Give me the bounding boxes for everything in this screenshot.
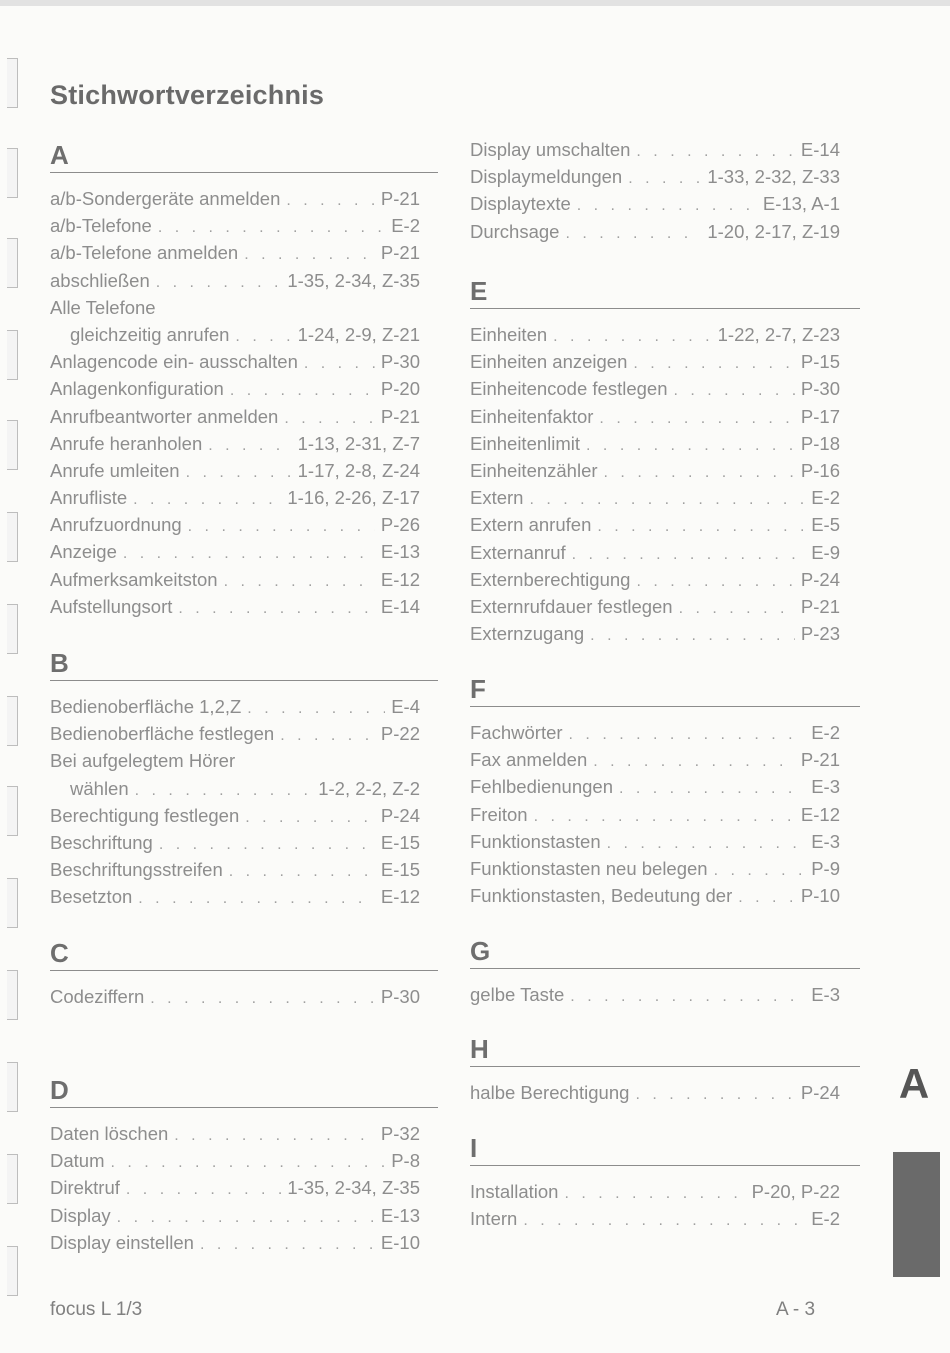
dot-leader [126,1176,281,1203]
entry-page-ref: 1-2, 2-2, Z-2 [318,777,420,799]
index-entry [50,566,420,593]
entry-page-ref: P-18 [800,432,840,454]
index-entry [470,1079,840,1106]
entry-term: Anrufe heranholen [50,432,203,454]
entry-term: Einheiten [470,324,548,345]
section-letter: H [470,1034,489,1064]
index-entry [470,163,840,190]
dot-leader [208,432,291,459]
section-rule [50,680,438,681]
index-entry [470,828,840,855]
entry-page-ref: E-2 [391,215,420,237]
entry-page-ref: P-15 [800,351,840,373]
entry-term: halbe Berechtigung [470,1082,630,1103]
section-rule [50,1107,438,1108]
index-entry [50,829,420,856]
binding-tab [7,604,18,654]
entry-term: Daten löschen [50,1123,169,1144]
dot-leader [534,803,795,830]
index-entry [50,720,420,747]
index-entry [470,773,840,800]
index-entry [50,239,420,266]
dot-leader [673,377,794,404]
entry-term: Installation [470,1181,559,1202]
section-a [50,138,438,620]
index-entry [50,538,420,565]
dot-leader [174,1122,375,1149]
entry-page-ref: E-15 [380,831,420,853]
dot-leader [133,486,281,513]
entry-term: Funktionstasten, Bedeutung der [470,885,733,907]
entry-term: Anrufliste [50,487,128,509]
entry-page-ref: P-8 [391,1150,420,1172]
index-entry [50,294,420,321]
dot-leader [111,1149,386,1176]
dot-leader [738,884,795,911]
index-entry [470,190,840,217]
section-i [470,1131,860,1232]
entry-list [50,1120,420,1256]
entry-page-ref: E-12 [380,886,420,908]
entry-page-ref: 1-35, 2-34, Z-35 [287,269,420,291]
entry-term: Anzeige [50,541,117,563]
section-h [470,1032,860,1106]
index-entry [50,1147,420,1174]
index-entry [470,746,840,773]
index-entry [470,218,840,245]
entry-term: Codeziffern [50,986,145,1007]
binding-tab [7,512,18,562]
index-entry [50,348,420,375]
entry-term: Intern [470,1208,518,1230]
entry-term: Externzugang [470,623,585,645]
section-letter: A [50,140,69,170]
dot-leader [628,165,701,192]
entry-page-ref: P-20, P-22 [751,1181,840,1202]
binding-tab [7,1246,18,1296]
dot-leader [158,214,385,241]
entry-page-ref: P-9 [811,857,840,879]
entry-term: Funktionstasten neu belegen [470,857,708,879]
entry-page-ref: E-15 [380,859,420,881]
entry-term: Alle Telefone [50,296,156,318]
entry-term: Display [50,1204,111,1226]
dot-leader [200,1231,375,1258]
index-entry [470,566,840,593]
index-entry [50,775,420,802]
chapter-thumb-index [893,1152,940,1277]
dot-leader [619,775,805,802]
section-letter: G [470,936,491,966]
index-entry [470,136,840,163]
section-rule [50,172,438,173]
entry-term: Funktionstasten [470,830,601,852]
dot-leader [235,323,291,350]
entry-term: Externberechtigung [470,568,631,590]
entry-term: Besetzton [50,886,133,908]
index-entry [50,802,420,829]
index-entry [50,185,420,212]
entry-page-ref: E-14 [800,139,840,160]
entry-page-ref: E-13 [380,541,420,563]
entry-term: Display einstellen [50,1231,194,1253]
index-entry [470,1178,840,1205]
binding-tab [7,786,18,836]
entry-list [470,719,840,909]
entry-page-ref: 1-13, 2-31, Z-7 [297,432,420,454]
entry-term: Berechtigung festlegen [50,804,240,826]
index-entry [470,348,840,375]
index-entry [50,983,420,1010]
dot-leader [523,1207,805,1234]
index-entry [470,511,840,538]
entry-page-ref: 1-22, 2-7, Z-23 [717,324,840,345]
binding-tab [7,148,18,198]
binding-tab [7,420,18,470]
entry-page-ref: E-2 [811,1208,840,1230]
dot-leader [636,138,795,165]
index-entry [470,1205,840,1232]
entry-term: Display umschalten [470,139,631,160]
entry-list [470,136,840,245]
section-c [50,936,438,1010]
entry-term: Extern [470,487,524,509]
entry-list [470,1178,840,1232]
dot-leader [553,323,711,350]
dot-leader [529,486,805,513]
entry-list [470,1079,840,1106]
entry-page-ref: E-3 [811,830,840,852]
entry-term: Extern anrufen [470,514,592,536]
entry-term: Displaytexte [470,193,571,215]
entry-page-ref: 1-35, 2-34, Z-35 [287,1177,420,1199]
entry-term: Einheiten anzeigen [470,351,628,373]
index-entry [470,430,840,457]
dot-leader [633,350,795,377]
entry-page-ref: E-5 [811,514,840,536]
index-entry [470,321,840,348]
section-rule [470,706,860,707]
entry-page-ref: E-10 [380,1231,420,1253]
dot-leader [245,804,375,831]
section-rule [50,970,438,971]
section-letter: I [470,1133,478,1163]
entry-page-ref: P-24 [800,1082,840,1103]
entry-term: Einheitenzähler [470,459,598,481]
entry-page-ref: P-30 [380,986,420,1007]
entry-page-ref: P-17 [800,405,840,427]
entry-term: Fax anmelden [470,749,588,771]
entry-list [470,321,840,647]
footer-model: focus L 1/3 [50,1299,143,1320]
section-rule [470,968,860,969]
index-entry [470,719,840,746]
index-entry [50,593,420,620]
section-letter: D [50,1075,69,1105]
entry-page-ref: P-10 [800,885,840,907]
dot-leader [229,858,375,885]
entry-term: Fachwörter [470,722,563,743]
dot-leader [186,459,292,486]
section-rule [470,1066,860,1067]
entry-page-ref: P-21 [380,242,420,264]
dot-leader [230,377,375,404]
entry-term: Anrufzuordnung [50,514,182,536]
dot-leader [590,622,795,649]
dot-leader [150,985,375,1012]
entry-list [50,983,420,1010]
entry-page-ref: P-21 [800,749,840,771]
entry-page-ref: P-20 [380,378,420,400]
binding-tab [7,1062,18,1112]
entry-page-ref: P-30 [380,351,420,373]
entry-term: Beschriftung [50,831,153,853]
section-letter: F [470,674,486,704]
index-entry [470,375,840,402]
entry-page-ref: E-3 [811,984,840,1005]
entry-page-ref: P-21 [380,188,420,209]
entry-page-ref: E-12 [380,568,420,590]
entry-page-ref: P-21 [380,405,420,427]
entry-page-ref: P-30 [800,378,840,400]
section-e [470,274,860,647]
section-letter: C [50,938,69,968]
entry-page-ref: E-2 [811,722,840,743]
entry-term: a/b-Sondergeräte anmelden [50,188,281,209]
page-title: Stichwortverzeichnis [50,80,325,110]
dot-leader [247,695,385,722]
index-entry [50,321,420,348]
index-entry [50,375,420,402]
top-rule [0,0,950,6]
index-entry [470,882,840,909]
dot-leader [244,241,375,268]
entry-page-ref: 1-33, 2-32, Z-33 [707,166,840,188]
entry-term: Einheitenfaktor [470,405,594,427]
entry-page-ref: P-24 [380,804,420,826]
binding-tab [7,970,18,1020]
index-entry [50,430,420,457]
entry-page-ref: E-13, A-1 [762,193,840,215]
index-entry [50,693,420,720]
dot-leader [597,513,805,540]
entry-term: a/b-Telefone [50,215,152,237]
index-entry [50,1174,420,1201]
section-rule [470,1165,860,1166]
entry-term: Direktruf [50,1177,120,1199]
index-entry [470,484,840,511]
entry-page-ref: E-4 [391,696,420,717]
entry-page-ref: E-14 [380,595,420,617]
index-entry [50,1229,420,1256]
dot-leader [280,722,375,749]
section-d-continued [470,136,860,245]
entry-term: Freiton [470,803,528,825]
entry-term: Bei aufgelegtem Hörer [50,750,236,772]
dot-leader [593,748,795,775]
index-entry [50,212,420,239]
entry-list [50,693,420,911]
entry-term: Anlagencode ein- ausschalten [50,351,298,373]
index-entry [470,593,840,620]
dot-leader [714,857,806,884]
dot-leader [117,1204,375,1231]
entry-term: Bedienoberfläche 1,2,Z [50,696,242,717]
dot-leader [569,721,806,748]
binding-tab [7,58,18,108]
entry-term: Einheitencode festlegen [470,378,668,400]
entry-term: Aufstellungsort [50,595,173,617]
entry-term: Anrufe umleiten [50,459,180,481]
entry-term: Anrufbeantworter anmelden [50,405,279,427]
dot-leader [604,459,795,486]
entry-term: gelbe Taste [470,984,565,1005]
index-entry [470,457,840,484]
dot-leader [188,513,375,540]
section-d [50,1073,438,1256]
dot-leader [565,220,701,247]
index-entry [50,457,420,484]
dot-leader [224,568,375,595]
dot-leader [159,831,375,858]
index-entry [50,484,420,511]
dot-leader [156,269,282,296]
entry-term: abschließen [50,269,150,291]
index-entry [470,403,840,430]
chapter-letter-tab: A [898,1060,930,1107]
entry-term: Beschriftungsstreifen [50,859,223,881]
entry-page-ref: 1-17, 2-8, Z-24 [297,459,420,481]
entry-term: a/b-Telefone anmelden [50,242,239,264]
index-entry [50,267,420,294]
dot-leader [586,432,795,459]
section-letter: B [50,648,69,678]
section-f [470,672,860,909]
entry-page-ref: P-32 [380,1123,420,1144]
index-entry [50,747,420,774]
dot-leader [123,540,375,567]
dot-leader [138,885,375,912]
index-entry [50,403,420,430]
index-entry [470,801,840,828]
entry-list [50,185,420,620]
dot-leader [178,595,375,622]
entry-term: Externanruf [470,541,566,563]
section-rule [470,308,860,309]
dot-leader [570,983,805,1010]
dot-leader [284,405,375,432]
index-entry [50,1202,420,1229]
binding-tab [7,696,18,746]
entry-term: wählen [70,777,129,799]
section-letter: E [470,276,488,306]
index-entry [470,620,840,647]
entry-term: Fehlbedienungen [470,776,613,798]
index-entry [50,883,420,910]
dot-leader [572,541,806,568]
page-number: A - 3 [776,1299,816,1320]
entry-term: Bedienoberfläche festlegen [50,723,275,745]
dot-leader [135,777,313,804]
entry-page-ref: E-12 [800,803,840,825]
entry-page-ref: P-23 [800,623,840,645]
entry-page-ref: E-13 [380,1204,420,1226]
entry-page-ref: 1-24, 2-9, Z-21 [297,323,420,345]
section-b [50,646,438,911]
entry-page-ref: P-22 [380,723,420,745]
index-entry [470,981,840,1008]
dot-leader [635,1081,794,1108]
entry-list [470,981,840,1008]
binding-tab [7,330,18,380]
entry-term: Displaymeldungen [470,166,623,188]
index-entry [50,1120,420,1147]
entry-page-ref: E-2 [811,487,840,509]
entry-page-ref: 1-16, 2-26, Z-17 [287,487,420,509]
entry-term: Durchsage [470,220,560,242]
entry-term: Datum [50,1150,105,1172]
binding-tab [7,1154,18,1204]
dot-leader [304,350,375,377]
entry-term: Anlagenkonfiguration [50,378,224,400]
dot-leader [599,405,795,432]
index-entry [470,855,840,882]
entry-term: Aufmerksamkeitston [50,568,218,590]
dot-leader [607,830,806,857]
dot-leader [577,192,757,219]
section-g [470,934,860,1008]
entry-page-ref: 1-20, 2-17, Z-19 [707,220,840,242]
index-entry [470,539,840,566]
dot-leader [679,595,795,622]
entry-page-ref: P-26 [380,514,420,536]
entry-term: gleichzeitig anrufen [70,323,230,345]
entry-page-ref: P-24 [800,568,840,590]
binding-tab [7,238,18,288]
dot-leader [286,187,375,214]
binding-tab [7,878,18,928]
entry-page-ref: E-3 [811,776,840,798]
index-entry [50,856,420,883]
entry-term: Einheitenlimit [470,432,581,454]
entry-page-ref: E-9 [811,541,840,563]
dot-leader [564,1180,745,1207]
index-entry [50,511,420,538]
dot-leader [636,568,794,595]
entry-term: Externrufdauer festlegen [470,595,673,617]
entry-page-ref: P-21 [800,595,840,617]
entry-page-ref: P-16 [800,459,840,481]
